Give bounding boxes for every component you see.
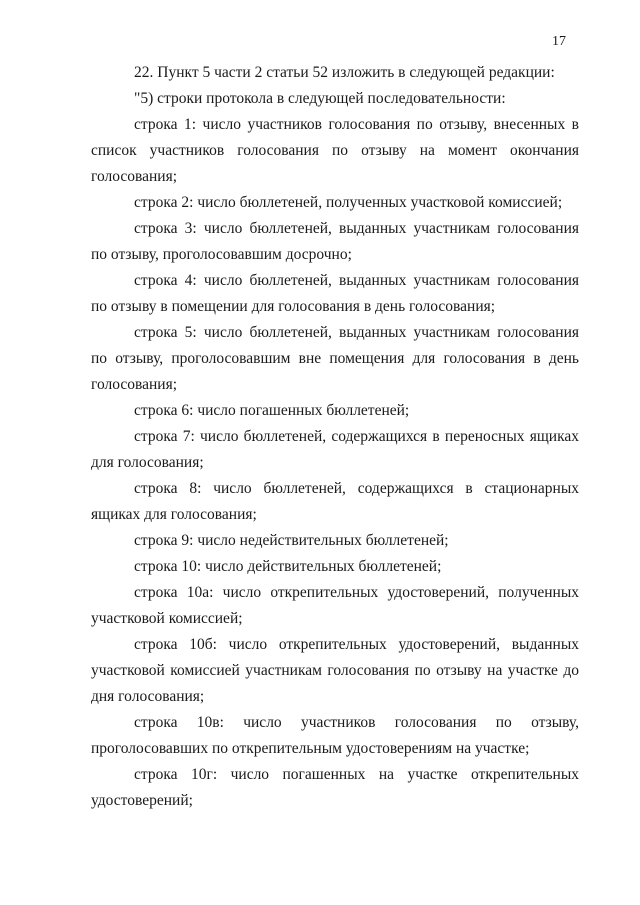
paragraph-line-10g: строка 10г: число погашенных на участке открепительных удостоверений; — [91, 766, 579, 809]
paragraph-line-10: строка 10: число действительных бюллетеней; — [134, 558, 442, 575]
paragraph-line-4: строка 4: число бюллетеней, выданных участникам голосования по отзыву в помещении для голосования в день голосования; — [91, 272, 579, 315]
page-number: 17 — [552, 34, 566, 49]
paragraph-line-10v: строка 10в: число участников голосования по отзыву, проголосовавших по открепительным удостоверениям на участке; — [91, 714, 579, 757]
paragraph-line-3: строка 3: число бюллетеней, выданных участникам голосования по отзыву, проголосовавшим досрочно; — [91, 220, 579, 263]
paragraph-line-5: строка 5: число бюллетеней, выданных участникам голосования по отзыву, проголосовавшим вне помещения для голосования в день голосования; — [91, 324, 579, 393]
paragraph-line-8: строка 8: число бюллетеней, содержащихся в стационарных ящиках для голосования; — [91, 480, 579, 523]
paragraph-line-9: строка 9: число недействительных бюллетеней; — [134, 532, 449, 549]
paragraph-line-10a: строка 10а: число открепительных удостоверений, полученных участковой комиссией; — [91, 584, 579, 627]
paragraph-line-2: строка 2: число бюллетеней, полученных участковой комиссией; — [134, 194, 563, 211]
document-body — [91, 60, 579, 814]
paragraph-line-7: строка 7: число бюллетеней, содержащихся в переносных ящиках для голосования; — [91, 428, 579, 471]
paragraph-item-22-intro: 22. Пункт 5 части 2 статьи 52 изложить в следующей редакции: — [134, 64, 555, 81]
paragraph-line-1: строка 1: число участников голосования по отзыву, внесенных в список участников голосования по отзыву на момент окончания голосования; — [91, 116, 579, 185]
paragraph-protocol-lines-intro: "5) строки протокола в следующей последовательности: — [134, 90, 506, 107]
paragraph-line-10b: строка 10б: число открепительных удостоверений, выданных участковой комиссией участникам голосования по отзыву на участке до дня голосования; — [91, 636, 579, 705]
paragraph-line-6: строка 6: число погашенных бюллетеней; — [134, 402, 410, 419]
